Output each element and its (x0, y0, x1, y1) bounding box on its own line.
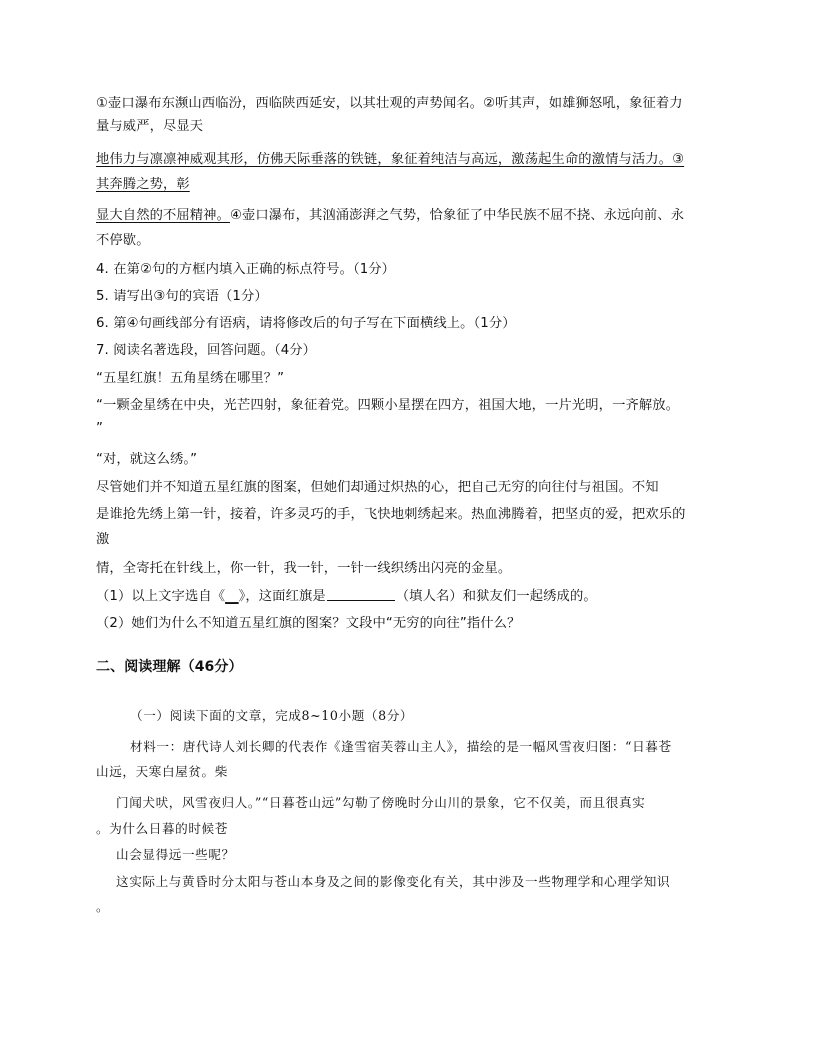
passage-line-5 (96, 207, 684, 225)
passage-line-5-rest: ④壶口瀑布，其汹涌澎湃之气势，恰象征了中华民族不屈不挠、永远向前、永 (229, 208, 685, 223)
book-title-blank: __ (225, 589, 239, 604)
reading-line-3: 门闻犬吠，风雪夜归人。”“日暮苍山远”勾勒了傍晚时分山川的景象，它不仅美，而且很真实 (116, 795, 646, 810)
reading-line-2: 山远，天寒白屋贫。柴 (96, 764, 228, 779)
sub-question-1-text-c: （填人名）和狱友们一起绣成的。 (395, 589, 597, 604)
question-5: 5. 请写出③句的宾语（1分） (96, 289, 268, 304)
excerpt-line-5: 尽管她们并不知道五星红旗的图案，但她们却通过炽热的心，把自己无穷的向往付与祖国。不知 (96, 480, 659, 495)
question-4: 4. 在第②句的方框内填入正确的标点符号。（1分） (96, 262, 396, 277)
section-2-title: 二、阅读理解（46分） (96, 659, 243, 675)
excerpt-line-2: “一颗金星绣在中央，光芒四射，象征着党。四颗小星摆在四方，祖国大地，一片光明，一齐解放。 (96, 398, 680, 413)
excerpt-line-4: “对，就这么绣。” (96, 452, 198, 467)
passage-underlined-line-4: 其奔腾之势，彰 (96, 177, 190, 192)
passage-line-1: ①壶口瀑布东濒山西临汾，西临陕西延安，以其壮观的声势闻名。②听其声，如雄狮怒吼，象征着力 (96, 96, 683, 111)
person-name-blank (327, 588, 395, 601)
excerpt-line-7: 激 (96, 532, 110, 547)
sub-question-2: （2）她们为什么不知道五星红旗的图案？文段中“无穷的向往”指什么？ (96, 616, 521, 631)
excerpt-line-8: 情，全寄托在针线上，你一针，我一针，一针一线织绣出闪亮的金星。 (96, 561, 512, 576)
reading-line-5: 山会显得远一些呢？ (116, 847, 235, 862)
passage-line-6: 不停歇。 (96, 233, 150, 248)
reading-line-1: 材料一：唐代诗人刘长卿的代表作《逢雪宿芙蓉山主人》，描绘的是一幅风雪夜归图：“日暮苍 (130, 739, 672, 754)
passage-underlined-line-3: 地伟力与凛凛神威观其形，仿佛天际垂落的铁链，象征着纯洁与高远，激荡起生命的激情与活力。③ (96, 152, 685, 167)
passage-line-2: 量与威严，尽显天 (96, 119, 204, 134)
question-6: 6. 第④句画线部分有语病，请将修改后的句子写在下面横线上。（1分） (96, 316, 516, 331)
sub-question-1 (96, 588, 597, 606)
sub-question-1-text-a: （1）以上文字选自《 (96, 589, 226, 604)
excerpt-line-1: “五星红旗！五角星绣在哪里？” (96, 371, 285, 386)
excerpt-line-3: ” (96, 421, 103, 436)
reading-line-6: 这实际上与黄昏时分太阳与苍山本身及之间的影像变化有关，其中涉及一些物理学和心理学知识 (116, 874, 671, 889)
reading-line-7: 。 (96, 899, 110, 914)
sub-question-1-text-b: 》，这面红旗是 (238, 589, 326, 604)
reading-line-4: 。为什么日暮的时候苍 (96, 821, 228, 836)
reading-instruction: （一）阅读下面的文章，完成8~10小题（8分） (130, 708, 414, 723)
excerpt-line-6: 是谁抢先绣上第一针，接着，许多灵巧的手，飞快地刺绣起来。热血沸腾着，把坚贞的爱，把欢乐的 (96, 507, 686, 522)
passage-underlined-segment: 显大自然的不屈精神。 (96, 208, 230, 223)
question-7: 7. 阅读名著选段，回答问题。（4分） (96, 343, 317, 358)
